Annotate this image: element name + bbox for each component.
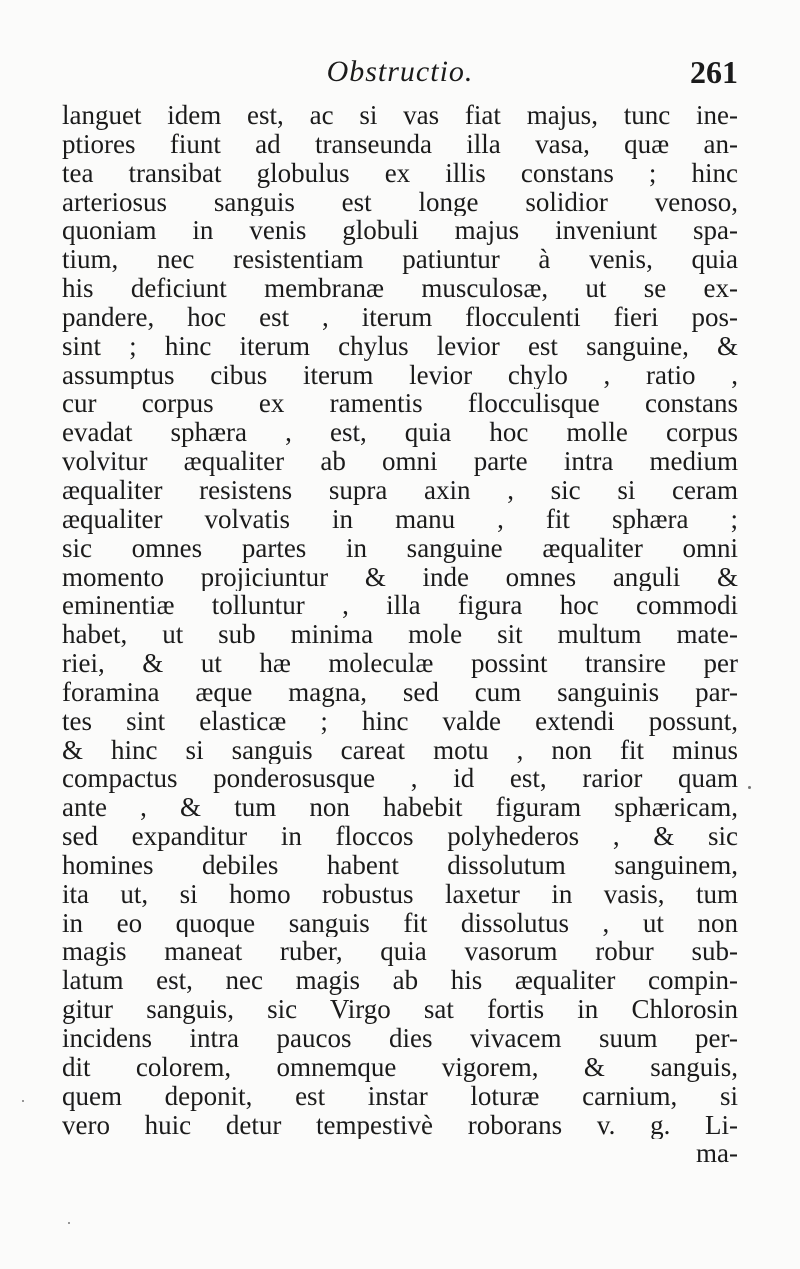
- text-line: quoniam in venis globuli majus inveniunt spa-: [62, 216, 738, 246]
- text-line: volvitur æqualiter ab omni parte intra medium: [62, 447, 738, 476]
- text-line: sint ; hinc iterum chylus levior est sanguine, &: [62, 331, 738, 361]
- text-line: incidens intra paucos dies vivacem suum per-: [62, 1024, 738, 1053]
- running-head-title: Obstructio.: [326, 55, 474, 88]
- text-line: momento projiciuntur & inde omnes anguli &: [62, 562, 738, 592]
- text-line: languet idem est, ac si vas fiat majus, tunc ine-: [62, 101, 738, 130]
- ink-speck: [22, 1100, 24, 1102]
- text-line: quem deponit, est instar loturæ carnium, si: [62, 1081, 738, 1111]
- text-line: cur corpus ex ramentis flocculisque constans: [62, 389, 738, 419]
- text-line: pandere, hoc est , iterum flocculenti fieri pos-: [62, 302, 738, 332]
- text-line: sic omnes partes in sanguine æqualiter omni: [62, 533, 738, 563]
- text-line: sed expanditur in floccos polyhederos , & sic: [62, 822, 738, 851]
- running-head: [62, 52, 738, 92]
- text-line: æqualiter resistens supra axin , sic si ceram: [62, 475, 738, 505]
- text-line: habet, ut sub minima mole sit multum mate-: [62, 620, 738, 650]
- text-line: riei, & ut hæ moleculæ possint transire per: [62, 649, 738, 678]
- text-line: homines debiles habent dissolutum sanguinem,: [62, 850, 738, 880]
- text-line: tes sint elasticæ ; hinc valde extendi possunt,: [62, 706, 738, 736]
- body-text: [62, 101, 738, 1168]
- text-line: ita ut, si homo robustus laxetur in vasis, tum: [62, 879, 738, 909]
- text-line: & hinc si sanguis careat motu , non fit minus: [62, 735, 738, 765]
- text-line: evadat sphæra , est, quia hoc molle corpus: [62, 418, 738, 448]
- text-line: assumptus cibus iterum levior chylo , ratio ,: [62, 360, 738, 390]
- text-line: vero huic detur tempestivè roborans v. g. Li-: [62, 1110, 738, 1140]
- text-line: latum est, nec magis ab his æqualiter compin-: [62, 966, 738, 996]
- text-line: æqualiter volvatis in manu , fit sphæra ;: [62, 504, 738, 534]
- text-line: his deficiunt membranæ musculosæ, ut se ex-: [62, 274, 738, 303]
- text-line: tea transibat globulus ex illis constans ; hinc: [62, 158, 738, 188]
- text-line: ptiores fiunt ad transeunda illa vasa, quæ an-: [62, 129, 738, 159]
- text-line: in eo quoque sanguis fit dissolutus , ut non: [62, 908, 738, 938]
- text-line: foramina æque magna, sed cum sanguinis par-: [62, 677, 738, 707]
- catchword: ma-: [696, 1139, 738, 1169]
- text-line: arteriosus sanguis est longe solidior venoso,: [62, 187, 738, 217]
- ink-speck: [68, 1222, 70, 1224]
- text-line: ante , & tum non habebit figuram sphæricam,: [62, 793, 738, 823]
- text-line: compactus ponderosusque , id est, rarior quam: [62, 764, 738, 794]
- text-line: magis maneat ruber, quia vasorum robur sub-: [62, 937, 738, 967]
- page-number: 261: [690, 54, 738, 90]
- text-line: gitur sanguis, sic Virgo sat fortis in Chlorosin: [62, 995, 738, 1024]
- ink-speck: [748, 786, 751, 789]
- text-line: dit colorem, omnemque vigorem, & sanguis,: [62, 1052, 738, 1082]
- text-line: eminentiæ tolluntur , illa figura hoc commodi: [62, 591, 738, 621]
- text-line: tium, nec resistentiam patiuntur à venis, quia: [62, 245, 738, 275]
